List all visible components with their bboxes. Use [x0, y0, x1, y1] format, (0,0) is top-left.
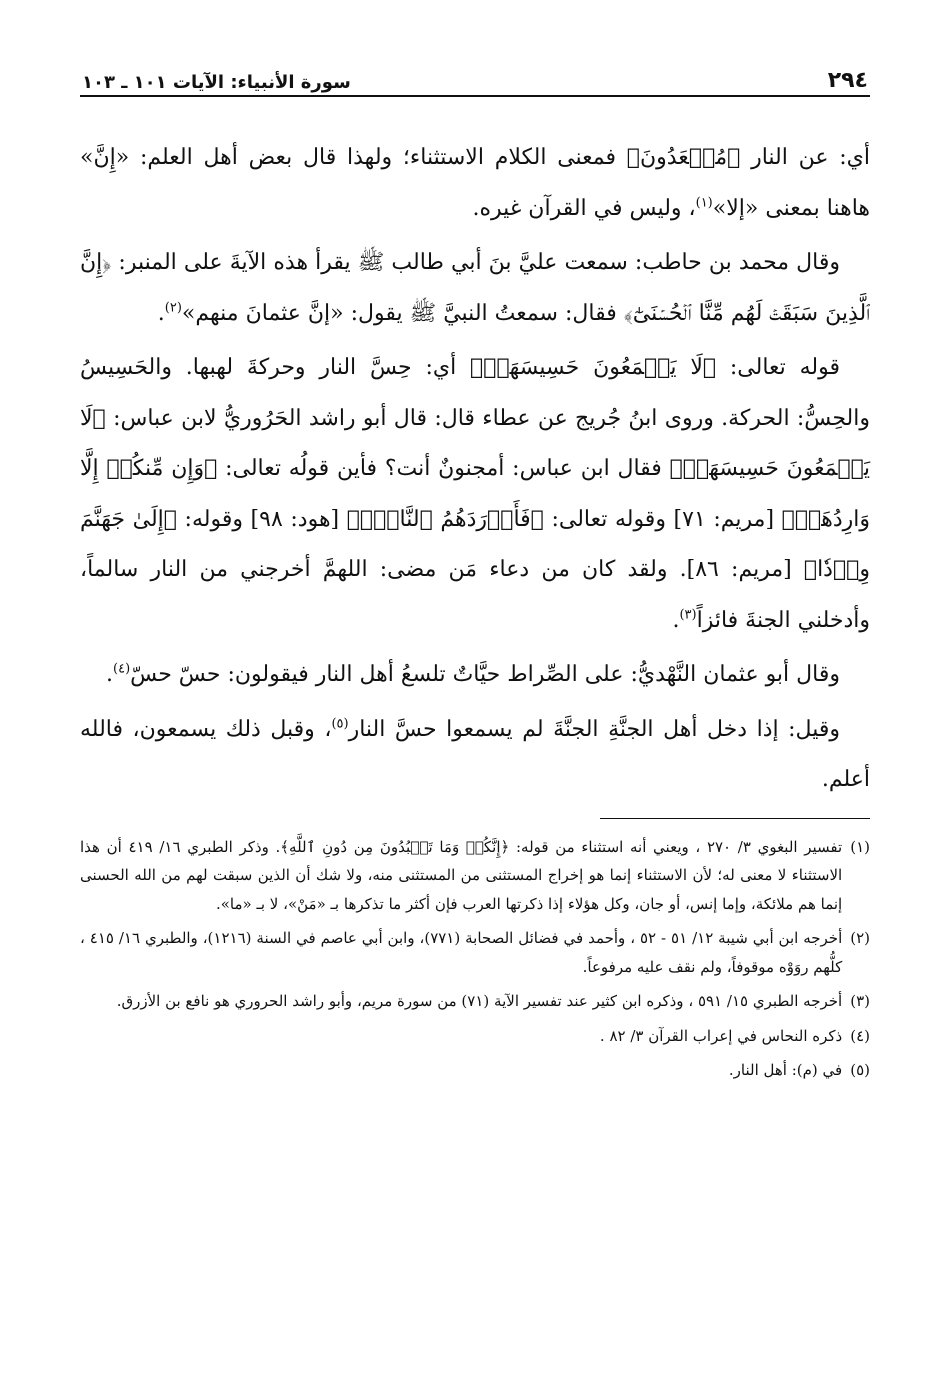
footnote: [80, 1056, 870, 1085]
footnote-text: أخرجه ابن أبي شيبة ١٢/ ٥١ - ٥٢ ، وأحمد في فضائل الصحابة (٧٧١)، وابن أبي عاصم في السنة (١٢١٦)، والطبري ١٦/ ٤١٥ ، كلُّهم روَوْه موقوفاً، ولم نقف عليه مرفوعاً.: [80, 929, 843, 976]
footnote-text: أخرجه الطبري ١٥/ ٥٩١ ، وذكره ابن كثير عند تفسير الآية (٧١) من سورة مريم، وأبو راشد الحروري هو نافع بن الأزرق.: [116, 992, 843, 1010]
footnote-ref: (٥): [331, 716, 349, 732]
footnote-number: (٢): [850, 929, 870, 947]
paragraph-text-end: .: [106, 662, 114, 687]
footnote-ref: (٣): [679, 607, 697, 623]
running-title: سورة الأنبياء: الآيات ١٠١ ـ ١٠٣: [82, 72, 351, 93]
body-paragraph: [80, 133, 870, 234]
body-paragraph: [80, 650, 870, 701]
footnote: [80, 1022, 870, 1051]
page-number: ٢٩٤: [827, 68, 868, 93]
footnote: [80, 987, 870, 1016]
footnotes: [80, 833, 870, 1085]
footnote-text: تفسير البغوي ٣/ ٢٧٠ ، ويعني أنه استثناء من قوله: ﴿إِنَّكُمۡ وَمَا تَعۡبُدُونَ مِن دُونِ ٱللَّهِ﴾. وذكر الطبري ١٦/ ٤١٩ أن هذا الاستثناء لا معنى له؛ لأن الاستثناء إنما هو إخراج المستثنى من المستثنى منه، ولا شك أن الذين سبقت لهم من الله الحسنى إنما هم ملائكة، وإما إنس، أو جان، وكل هؤلاء إذا ذكرتها العرب فإن أكثر ما تذكرها بـ «مَنْ»، لا بـ «ما».: [80, 837, 843, 913]
paragraph-text-end: .: [157, 300, 165, 326]
footnote-divider: [600, 818, 870, 819]
body-paragraph: [80, 343, 870, 646]
book-page: [80, 55, 870, 1365]
paragraph-text-end: ، وليس في القرآن غيره.: [472, 195, 696, 221]
footnote: [80, 924, 870, 981]
footnote-text: في (م): أهل النار.: [728, 1061, 843, 1079]
body-paragraph: [80, 238, 870, 339]
footnote-ref: (٤): [113, 661, 131, 677]
paragraph-text: أي: عن النار ﴿مُبۡعَدُونَ﴾ فمعنى الكلام الاستثناء؛ ولهذا قال بعض أهل العلم: «إِنَّ» هاهنا بمعنى «إلا»: [80, 145, 870, 221]
footnote-ref: (٢): [164, 300, 182, 316]
footnote-number: (١): [850, 837, 870, 856]
paragraph-text: وقال أبو عثمان النَّهْديُّ: على الصِّراط حيَّاتٌ تلسعُ أهل النار فيقولون: حسّ حسّ: [130, 662, 840, 687]
paragraph-text: قوله تعالى: ﴿لَا يَسۡمَعُونَ حَسِيسَهَاۖ﴾ أي: حِسَّ النار وحركةَ لهبها. والحَسِيسُ والحِسُّ: الحركة. وروى ابنُ جُريج عن عطاء قال: قال أبو راشد الحَرُوريُّ لابن عباس: ﴿لَا يَسۡمَعُونَ حَسِيسَهَاۖ﴾ فقال ابن عباس: أمجنونٌ أنت؟ فأين قولُه تعالى: ﴿وَإِن مِّنكُمۡ إِلَّا وَارِدُهَاۚ﴾ [مريم: ٧١] وقوله تعالى: ﴿فَأَوۡرَدَهُمُ ٱلنَّارَۖ﴾ [هود: ٩٨] وقوله: ﴿إِلَىٰ جَهَنَّمَ وِرۡدٗا﴾ [مريم: ٨٦]. ولقد كان من دعاء مَن مضى: اللهمَّ أخرجني من النار سالماً، وأدخلني الجنةَ فائزاً: [80, 355, 871, 633]
main-text: [80, 133, 870, 806]
paragraph-text: وقال محمد بن حاطب: سمعت عليَّ بنَ أبي طالب ﷺ يقرأ هذه الآيةَ على المنبر: ﴿إِنَّ ٱلَّذِينَ سَبَقَتۡ لَهُم مِّنَّا ٱلۡحُسۡنَىٰٓ﴾ فقال: سمعتُ النبيَّ ﷺ يقول: «إنَّ عثمانَ منهم»: [80, 250, 870, 326]
footnote-text: ذكره النحاس في إعراب القرآن ٣/ ٨٢ .: [599, 1026, 843, 1045]
footnote-ref: (١): [695, 195, 713, 211]
body-paragraph: [80, 705, 870, 806]
footnote-number: (٤): [850, 1026, 870, 1045]
footnote: [80, 833, 870, 919]
page-header: [80, 55, 870, 97]
paragraph-text-end: .: [672, 607, 680, 633]
paragraph-text-end: ، وقبل ذلك يسمعون، فالله أعلم.: [80, 716, 870, 792]
paragraph-text: وقيل: إذا دخل أهل الجنَّةِ الجنَّةَ لم يسمعوا حسَّ النار: [348, 716, 840, 742]
footnote-number: (٣): [850, 992, 870, 1010]
footnote-number: (٥): [850, 1061, 870, 1079]
